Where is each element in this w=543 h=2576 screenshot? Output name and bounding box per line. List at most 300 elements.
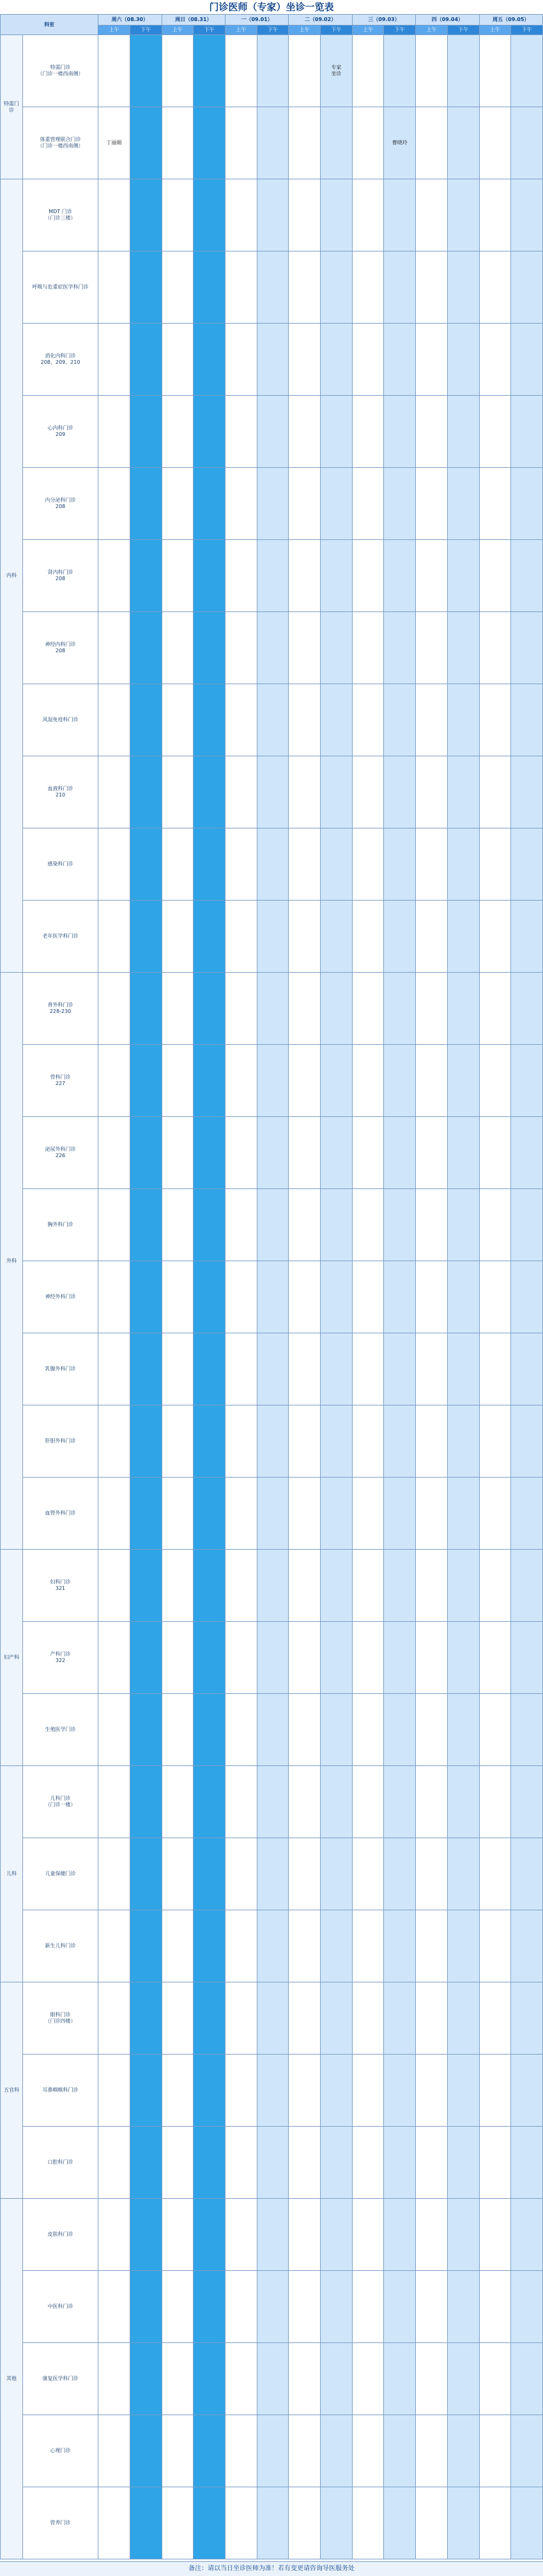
day-header: 三（09.03） [352, 15, 415, 26]
pm-doctor-cell [321, 1550, 353, 1622]
schedule-row [1, 684, 543, 756]
am-doctor-cell [162, 1550, 194, 1622]
am-doctor-cell [98, 828, 130, 901]
am-doctor-cell [352, 684, 384, 756]
pm-doctor-cell [257, 2199, 289, 2271]
am-doctor-cell [98, 684, 130, 756]
am-doctor-cell [352, 1117, 384, 1189]
pm-doctor-cell [384, 1189, 416, 1261]
pm-doctor-cell [511, 179, 543, 251]
am-doctor-cell [479, 1982, 511, 2055]
am-doctor-cell [479, 1045, 511, 1117]
am-doctor-cell [225, 1261, 257, 1333]
pm-doctor-cell [447, 107, 479, 179]
am-doctor-cell [162, 540, 194, 612]
pm-doctor-cell [257, 1405, 289, 1478]
am-doctor-cell [479, 828, 511, 901]
schedule-row [1, 1333, 543, 1405]
pm-doctor-cell [321, 1694, 353, 1766]
am-doctor-cell [352, 179, 384, 251]
am-doctor-cell [98, 35, 130, 107]
am-doctor-cell [289, 396, 321, 468]
dept-name: 血管外科门诊 [22, 1478, 98, 1550]
pm-doctor-cell [447, 251, 479, 324]
dept-name: 肝胆外科门诊 [22, 1405, 98, 1478]
am-doctor-cell [416, 1550, 448, 1622]
am-doctor-cell [225, 2415, 257, 2487]
am-doctor-cell [416, 1694, 448, 1766]
am-doctor-cell [352, 973, 384, 1045]
pm-doctor-cell [194, 324, 226, 396]
pm-doctor-cell [194, 2127, 226, 2199]
pm-header: 下午 [321, 26, 353, 35]
schedule-row [1, 396, 543, 468]
am-doctor-cell [98, 540, 130, 612]
am-header: 上午 [98, 26, 130, 35]
pm-doctor-cell [321, 107, 353, 179]
pm-doctor-cell [384, 1333, 416, 1405]
schedule-row [1, 2415, 543, 2487]
pm-doctor-cell [130, 1694, 162, 1766]
pm-doctor-cell [384, 1838, 416, 1910]
pm-doctor-cell [447, 756, 479, 828]
am-doctor-cell [225, 1982, 257, 2055]
am-doctor-cell [289, 1478, 321, 1550]
dept-name: 康复医学科门诊 [22, 2343, 98, 2415]
am-doctor-cell [479, 1261, 511, 1333]
am-doctor-cell [98, 2055, 130, 2127]
am-doctor-cell [225, 35, 257, 107]
am-doctor-cell [416, 179, 448, 251]
pm-doctor-cell [257, 1478, 289, 1550]
am-doctor-cell [98, 468, 130, 540]
am-doctor-cell [416, 756, 448, 828]
am-doctor-cell [162, 2055, 194, 2127]
schedule-row [1, 540, 543, 612]
pm-doctor-cell [130, 1189, 162, 1261]
pm-doctor-cell [321, 2343, 353, 2415]
am-doctor-cell [352, 1982, 384, 2055]
am-doctor-cell [98, 2343, 130, 2415]
pm-doctor-cell [257, 684, 289, 756]
am-doctor-cell [162, 179, 194, 251]
am-doctor-cell [162, 2487, 194, 2559]
am-doctor-cell [352, 756, 384, 828]
pm-doctor-cell [447, 1982, 479, 2055]
schedule-row [1, 973, 543, 1045]
pm-doctor-cell [511, 1261, 543, 1333]
pm-doctor-cell [257, 901, 289, 973]
pm-doctor-cell [194, 2487, 226, 2559]
am-doctor-cell [416, 107, 448, 179]
pm-doctor-cell [130, 1982, 162, 2055]
pm-doctor-cell [257, 2343, 289, 2415]
pm-doctor-cell [384, 2487, 416, 2559]
am-doctor-cell [289, 468, 321, 540]
pm-doctor-cell [257, 973, 289, 1045]
am-doctor-cell [416, 324, 448, 396]
am-doctor-cell [98, 973, 130, 1045]
dept-name: 乳腺外科门诊 [22, 1333, 98, 1405]
dept-name: 老年医学科门诊 [22, 901, 98, 973]
pm-doctor-cell [511, 2415, 543, 2487]
pm-doctor-cell [257, 612, 289, 684]
pm-doctor-cell [447, 1838, 479, 1910]
pm-doctor-cell [130, 1910, 162, 1982]
am-doctor-cell [479, 1405, 511, 1478]
schedule-row [1, 1766, 543, 1838]
am-doctor-cell [289, 1910, 321, 1982]
pm-doctor-cell [257, 35, 289, 107]
schedule-row [1, 2271, 543, 2343]
pm-doctor-cell [194, 828, 226, 901]
pm-doctor-cell [257, 1766, 289, 1838]
am-doctor-cell [479, 2343, 511, 2415]
pm-doctor-cell [447, 1189, 479, 1261]
am-doctor-cell [98, 1694, 130, 1766]
am-doctor-cell [98, 1189, 130, 1261]
dept-name: MDT 门诊 （门诊三楼） [22, 179, 98, 251]
pm-doctor-cell [194, 179, 226, 251]
am-doctor-cell: 丁丽娟 [98, 107, 130, 179]
pm-doctor-cell [321, 1405, 353, 1478]
am-header: 上午 [289, 26, 321, 35]
am-doctor-cell [352, 1910, 384, 1982]
pm-doctor-cell [130, 2055, 162, 2127]
am-header: 上午 [162, 26, 194, 35]
am-doctor-cell [162, 2343, 194, 2415]
am-doctor-cell [352, 396, 384, 468]
am-doctor-cell [479, 2055, 511, 2127]
pm-doctor-cell [194, 1261, 226, 1333]
pm-doctor-cell [511, 396, 543, 468]
pm-doctor-cell [384, 1982, 416, 2055]
am-doctor-cell [289, 828, 321, 901]
pm-doctor-cell [447, 179, 479, 251]
pm-doctor-cell [511, 1405, 543, 1478]
am-doctor-cell [98, 756, 130, 828]
am-doctor-cell [162, 1333, 194, 1405]
dept-header: 科室 [1, 15, 98, 35]
am-doctor-cell [225, 756, 257, 828]
am-doctor-cell [225, 2343, 257, 2415]
am-doctor-cell [225, 251, 257, 324]
am-doctor-cell [225, 1910, 257, 1982]
am-doctor-cell [416, 2271, 448, 2343]
am-header: 上午 [225, 26, 257, 35]
pm-doctor-cell [130, 684, 162, 756]
am-doctor-cell [352, 1550, 384, 1622]
pm-doctor-cell [447, 2199, 479, 2271]
pm-doctor-cell [321, 901, 353, 973]
pm-doctor-cell [321, 973, 353, 1045]
pm-doctor-cell [321, 540, 353, 612]
pm-doctor-cell [384, 396, 416, 468]
am-doctor-cell [352, 2127, 384, 2199]
pm-doctor-cell: 专家 坐诊 [321, 35, 353, 107]
pm-doctor-cell [384, 1478, 416, 1550]
am-doctor-cell [162, 1189, 194, 1261]
pm-doctor-cell [257, 1189, 289, 1261]
am-doctor-cell [289, 2487, 321, 2559]
category-label: 妇产科 [1, 1550, 23, 1766]
am-doctor-cell [416, 684, 448, 756]
day-header: 周五（09.05） [479, 15, 542, 26]
pm-header: 下午 [447, 26, 479, 35]
pm-doctor-cell [194, 2055, 226, 2127]
pm-doctor-cell [194, 2343, 226, 2415]
pm-doctor-cell [511, 2127, 543, 2199]
am-doctor-cell [416, 1405, 448, 1478]
schedule-row [1, 2199, 543, 2271]
category-label: 五官科 [1, 1982, 23, 2199]
pm-doctor-cell [447, 396, 479, 468]
pm-doctor-cell [447, 1910, 479, 1982]
am-doctor-cell [352, 1838, 384, 1910]
schedule-table [0, 14, 543, 2559]
pm-doctor-cell [321, 828, 353, 901]
pm-doctor-cell [257, 1838, 289, 1910]
am-doctor-cell [352, 612, 384, 684]
am-doctor-cell [479, 107, 511, 179]
pm-doctor-cell [321, 1333, 353, 1405]
schedule-row [1, 901, 543, 973]
am-doctor-cell [479, 1694, 511, 1766]
am-doctor-cell [479, 1622, 511, 1694]
am-doctor-cell [289, 1261, 321, 1333]
pm-doctor-cell [194, 973, 226, 1045]
am-doctor-cell [289, 540, 321, 612]
pm-doctor-cell [257, 1694, 289, 1766]
dept-name: 中医科门诊 [22, 2271, 98, 2343]
pm-doctor-cell [130, 35, 162, 107]
am-doctor-cell [289, 612, 321, 684]
pm-doctor-cell [321, 1622, 353, 1694]
pm-doctor-cell [384, 35, 416, 107]
pm-doctor-cell [511, 2055, 543, 2127]
am-doctor-cell [98, 2487, 130, 2559]
pm-doctor-cell [321, 1838, 353, 1910]
am-doctor-cell [289, 756, 321, 828]
am-doctor-cell [98, 2271, 130, 2343]
pm-doctor-cell [194, 1982, 226, 2055]
pm-doctor-cell [130, 2271, 162, 2343]
am-doctor-cell [289, 35, 321, 107]
am-doctor-cell [352, 468, 384, 540]
pm-doctor-cell [511, 1622, 543, 1694]
pm-doctor-cell [130, 1117, 162, 1189]
pm-doctor-cell [130, 540, 162, 612]
am-doctor-cell [352, 2055, 384, 2127]
am-doctor-cell [479, 1117, 511, 1189]
pm-doctor-cell [194, 468, 226, 540]
am-doctor-cell [479, 1550, 511, 1622]
pm-doctor-cell [511, 2343, 543, 2415]
am-doctor-cell [416, 2487, 448, 2559]
am-doctor-cell [289, 1405, 321, 1478]
am-doctor-cell [289, 251, 321, 324]
am-doctor-cell [416, 1333, 448, 1405]
am-doctor-cell [162, 973, 194, 1045]
category-label: 儿科 [1, 1766, 23, 1982]
pm-doctor-cell [321, 1478, 353, 1550]
pm-doctor-cell [130, 2487, 162, 2559]
am-doctor-cell [162, 396, 194, 468]
day-header: 周日（08.31） [162, 15, 225, 26]
pm-doctor-cell [321, 2127, 353, 2199]
pm-doctor-cell [447, 1550, 479, 1622]
day-header: 四（09.04） [416, 15, 479, 26]
pm-doctor-cell [384, 1694, 416, 1766]
pm-doctor-cell [257, 107, 289, 179]
pm-doctor-cell [447, 612, 479, 684]
am-doctor-cell [352, 324, 384, 396]
pm-doctor-cell [130, 1478, 162, 1550]
pm-doctor-cell [130, 324, 162, 396]
dept-name: 儿科门诊 （门诊一楼） [22, 1766, 98, 1838]
dept-name: 肾内科门诊 208 [22, 540, 98, 612]
pm-doctor-cell [447, 1117, 479, 1189]
pm-doctor-cell [321, 468, 353, 540]
pm-doctor-cell [321, 2415, 353, 2487]
am-doctor-cell [225, 1766, 257, 1838]
pm-doctor-cell [130, 756, 162, 828]
schedule-row [1, 35, 543, 107]
am-doctor-cell [98, 1405, 130, 1478]
am-doctor-cell [162, 107, 194, 179]
am-header: 上午 [416, 26, 448, 35]
pm-doctor-cell [321, 2271, 353, 2343]
am-doctor-cell [416, 1189, 448, 1261]
pm-doctor-cell [130, 2415, 162, 2487]
am-doctor-cell [225, 1117, 257, 1189]
am-doctor-cell [225, 179, 257, 251]
am-doctor-cell [479, 1189, 511, 1261]
am-doctor-cell [98, 1982, 130, 2055]
dept-name: 产科门诊 322 [22, 1622, 98, 1694]
am-doctor-cell [225, 1045, 257, 1117]
am-doctor-cell [162, 2127, 194, 2199]
pm-doctor-cell [130, 1766, 162, 1838]
pm-doctor-cell [321, 1189, 353, 1261]
footer-note: 备注：请以当日坐诊医师为准！若有变更请咨询导医服务处 [0, 2561, 543, 2576]
pm-doctor-cell [384, 684, 416, 756]
pm-doctor-cell [321, 1261, 353, 1333]
am-doctor-cell [416, 2055, 448, 2127]
am-doctor-cell [479, 1910, 511, 1982]
pm-doctor-cell [384, 1117, 416, 1189]
schedule-row [1, 179, 543, 251]
pm-doctor-cell: 曹晓玲 [384, 107, 416, 179]
pm-doctor-cell [447, 468, 479, 540]
pm-doctor-cell [194, 2199, 226, 2271]
pm-doctor-cell [511, 1478, 543, 1550]
am-header: 上午 [352, 26, 384, 35]
am-doctor-cell [98, 1910, 130, 1982]
am-doctor-cell [289, 2199, 321, 2271]
pm-doctor-cell [321, 324, 353, 396]
pm-doctor-cell [384, 2199, 416, 2271]
am-doctor-cell [479, 468, 511, 540]
pm-doctor-cell [257, 1261, 289, 1333]
dept-name: 风湿免疫科门诊 [22, 684, 98, 756]
pm-doctor-cell [447, 2487, 479, 2559]
am-doctor-cell [289, 1189, 321, 1261]
pm-doctor-cell [194, 1838, 226, 1910]
pm-doctor-cell [384, 1622, 416, 1694]
pm-doctor-cell [447, 1405, 479, 1478]
pm-doctor-cell [447, 2055, 479, 2127]
pm-doctor-cell [321, 1117, 353, 1189]
am-doctor-cell [289, 107, 321, 179]
am-doctor-cell [225, 1478, 257, 1550]
pm-header: 下午 [511, 26, 543, 35]
schedule-row [1, 1261, 543, 1333]
pm-doctor-cell [194, 1622, 226, 1694]
am-doctor-cell [352, 2487, 384, 2559]
am-doctor-cell [289, 2271, 321, 2343]
am-doctor-cell [98, 1045, 130, 1117]
pm-doctor-cell [130, 973, 162, 1045]
pm-doctor-cell [384, 324, 416, 396]
pm-doctor-cell [511, 540, 543, 612]
pm-doctor-cell [194, 1333, 226, 1405]
am-doctor-cell [352, 2415, 384, 2487]
pm-doctor-cell [447, 1694, 479, 1766]
pm-header: 下午 [130, 26, 162, 35]
am-doctor-cell [289, 1045, 321, 1117]
am-doctor-cell [352, 1405, 384, 1478]
pm-doctor-cell [130, 2343, 162, 2415]
am-doctor-cell [98, 396, 130, 468]
pm-doctor-cell [447, 1478, 479, 1550]
category-label: 特需门诊 [1, 35, 23, 179]
pm-doctor-cell [194, 396, 226, 468]
dept-name: 心内科门诊 209 [22, 396, 98, 468]
pm-doctor-cell [321, 2487, 353, 2559]
am-doctor-cell [225, 2127, 257, 2199]
dept-name: 神经外科门诊 [22, 1261, 98, 1333]
pm-doctor-cell [511, 35, 543, 107]
schedule-row [1, 1910, 543, 1982]
am-doctor-cell [98, 251, 130, 324]
am-doctor-cell [289, 2343, 321, 2415]
am-doctor-cell [416, 1838, 448, 1910]
am-doctor-cell [98, 1550, 130, 1622]
schedule-row [1, 1117, 543, 1189]
pm-doctor-cell [130, 828, 162, 901]
am-doctor-cell [479, 612, 511, 684]
pm-doctor-cell [511, 1838, 543, 1910]
pm-doctor-cell [130, 396, 162, 468]
pm-doctor-cell [194, 1405, 226, 1478]
pm-doctor-cell [321, 1045, 353, 1117]
schedule-row [1, 612, 543, 684]
am-doctor-cell [225, 684, 257, 756]
pm-doctor-cell [194, 901, 226, 973]
pm-doctor-cell [194, 540, 226, 612]
pm-doctor-cell [321, 1910, 353, 1982]
pm-doctor-cell [194, 1478, 226, 1550]
am-doctor-cell [98, 1478, 130, 1550]
dept-name: 口腔科门诊 [22, 2127, 98, 2199]
am-doctor-cell [416, 901, 448, 973]
pm-doctor-cell [384, 251, 416, 324]
pm-doctor-cell [194, 1766, 226, 1838]
pm-doctor-cell [447, 2271, 479, 2343]
pm-doctor-cell [130, 1550, 162, 1622]
pm-doctor-cell [447, 2127, 479, 2199]
